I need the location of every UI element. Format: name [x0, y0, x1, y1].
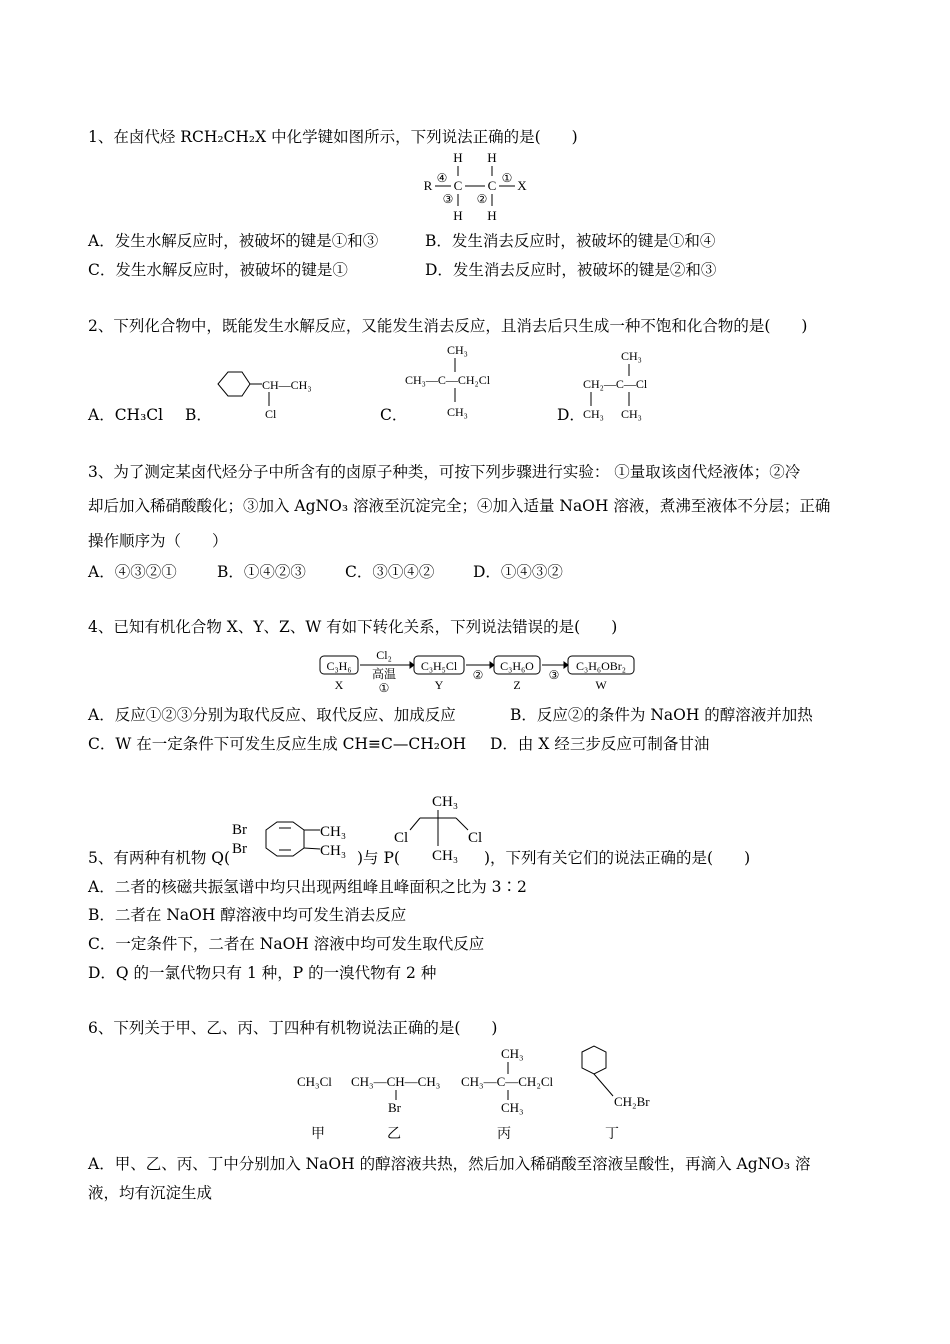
svg-text:X: X	[517, 178, 527, 193]
svg-text:CH₃—CH—CH₃: CH₃—CH—CH₃	[351, 1074, 441, 1089]
q6-stem: 6、下列关于甲、乙、丙、丁四种有机物说法正确的是( )	[88, 1019, 498, 1037]
svg-text:H: H	[487, 208, 497, 223]
svg-text:C₃H₆OBr₂: C₃H₆OBr₂	[576, 659, 626, 673]
svg-text:CH₃: CH₃	[621, 349, 642, 363]
svg-text:X: X	[334, 678, 344, 692]
q2-structure-b	[210, 362, 340, 424]
svg-text:CH₃: CH₃	[320, 824, 347, 840]
svg-text:CH₃: CH₃	[320, 843, 347, 859]
svg-text:CH₃: CH₃	[447, 405, 468, 419]
svg-text:Z: Z	[513, 678, 521, 692]
q6-option-a-line-2: 液，均有沉淀生成	[88, 1184, 213, 1202]
q3-line-2: 却后加入稀硝酸酸化；③加入 AgNO₃ 溶液至沉淀完全；④加入适量 NaOH 溶液，煮沸至液体不分层；正确	[88, 497, 831, 515]
svg-text:CH₃: CH₃	[432, 848, 459, 864]
q5-stem-part-2: )与 P(	[357, 849, 400, 867]
svg-text:CH₃: CH₃	[501, 1100, 524, 1115]
svg-text:Cl₂: Cl₂	[376, 648, 392, 662]
svg-text:Cl: Cl	[468, 830, 483, 846]
svg-text:甲: 甲	[311, 1127, 325, 1142]
q3-option-a: A．④③②①	[88, 563, 177, 581]
svg-text:CH₃—C—CH₂Cl: CH₃—C—CH₂Cl	[461, 1074, 554, 1089]
svg-text:C₃H₅Cl: C₃H₅Cl	[420, 659, 458, 673]
svg-text:②: ②	[476, 192, 488, 206]
q6-structures	[295, 1044, 665, 1144]
svg-text:①: ①	[378, 681, 390, 695]
q5-stem-part-1: 5、有两种有机物 Q(	[88, 849, 231, 867]
q4-reaction-scheme	[318, 645, 638, 695]
q5-stem-part-3: )，下列有关它们的说法正确的是( )	[484, 849, 751, 867]
q1-option-a: A．发生水解反应时，被破坏的键是①和③	[88, 232, 379, 250]
svg-text:Y: Y	[434, 678, 444, 692]
svg-text:H: H	[453, 208, 463, 223]
svg-text:C₃H₆O: C₃H₆O	[500, 659, 534, 673]
svg-text:③: ③	[548, 668, 560, 682]
q1-option-b: B．发生消去反应时，被破坏的键是①和④	[425, 232, 716, 250]
q5-option-a: A．二者的核磁共振氢谱中均只出现两组峰且峰面积之比为 3∶2	[88, 878, 527, 896]
q5-structure-p	[392, 790, 492, 866]
q3-option-b: B．①④②③	[217, 563, 306, 581]
q4-option-d: D．由 X 经三步反应可制备甘油	[490, 735, 710, 753]
q4-option-c: C．W 在一定条件下可发生反应生成 CH≡C—CH₂OH	[88, 735, 467, 753]
svg-text:CH₃: CH₃	[447, 343, 468, 357]
q2-option-c: C．	[380, 406, 408, 424]
svg-text:C: C	[487, 178, 497, 193]
svg-text:CH₂—C—Cl: CH₂—C—Cl	[583, 377, 648, 391]
svg-text:CH₃—C—CH₂Cl: CH₃—C—CH₂Cl	[405, 373, 491, 387]
svg-text:C₃H₆: C₃H₆	[326, 659, 352, 673]
svg-text:CH₃: CH₃	[501, 1046, 524, 1061]
q3-option-d: D．①④③②	[473, 563, 563, 581]
q1-structure	[415, 148, 545, 226]
q5-option-d: D．Q 的一氯代物只有 1 种，P 的一溴代物有 2 种	[88, 964, 437, 982]
q1-stem: 1、在卤代烃 RCH₂CH₂X 中化学键如图所示，下列说法正确的是( )	[88, 128, 578, 146]
q2-option-d: D．	[557, 406, 585, 424]
q5-structure-q	[230, 816, 358, 860]
q3-option-c: C．③①④②	[345, 563, 435, 581]
q5-option-b: B．二者在 NaOH 醇溶液中均可发生消去反应	[88, 906, 407, 924]
svg-text:Br: Br	[232, 841, 247, 857]
svg-text:Cl: Cl	[265, 407, 277, 421]
svg-text:CH₃: CH₃	[621, 407, 642, 421]
svg-text:CH—CH₃: CH—CH₃	[262, 378, 312, 392]
svg-text:H: H	[487, 150, 497, 165]
q1-option-d: D．发生消去反应时，被破坏的键是②和③	[425, 261, 717, 279]
q2-stem: 2、下列化合物中，既能发生水解反应，又能发生消去反应，且消去后只生成一种不饱和化合物的是( )	[88, 317, 808, 335]
q6-option-a-line-1: A．甲、乙、丙、丁中分别加入 NaOH 的醇溶液共热，然后加入稀硝酸至溶液呈酸性，再滴入 AgNO₃ 溶	[88, 1155, 811, 1173]
q2-option-b: B．	[185, 406, 212, 424]
svg-text:Br: Br	[232, 822, 247, 838]
q3-line-3: 操作顺序为（ ）	[88, 532, 228, 550]
svg-text:乙: 乙	[387, 1127, 401, 1142]
q2-structure-d	[583, 346, 673, 422]
svg-text:丁: 丁	[605, 1127, 619, 1142]
q4-option-a: A．反应①②③分别为取代反应、取代反应、加成反应	[88, 706, 456, 724]
svg-text:CH₃: CH₃	[583, 407, 604, 421]
svg-text:③: ③	[442, 192, 454, 206]
q3-line-1: 3、为了测定某卤代烃分子中所含有的卤原子种类，可按下列步骤进行实验： ①量取该卤代烃液体；②冷	[88, 463, 801, 481]
svg-text:W: W	[595, 678, 607, 692]
svg-text:H: H	[453, 150, 463, 165]
svg-text:Br: Br	[388, 1100, 401, 1115]
svg-text:②: ②	[472, 668, 484, 682]
svg-text:丙: 丙	[497, 1127, 511, 1142]
q5-option-c: C．一定条件下，二者在 NaOH 溶液中均可发生取代反应	[88, 935, 485, 953]
q2-structure-c	[405, 340, 525, 420]
svg-text:Cl: Cl	[394, 830, 409, 846]
svg-text:C: C	[453, 178, 463, 193]
q1-option-c: C．发生水解反应时，被破坏的键是①	[88, 261, 348, 279]
svg-text:高温: 高温	[371, 667, 397, 681]
svg-text:④: ④	[436, 171, 448, 185]
q4-stem: 4、已知有机化合物 X、Y、Z、W 有如下转化关系，下列说法错误的是( )	[88, 618, 618, 636]
svg-text:CH₃Cl: CH₃Cl	[297, 1074, 332, 1089]
q4-option-b: B．反应②的条件为 NaOH 的醇溶液并加热	[510, 706, 813, 724]
q2-option-a: A．CH₃Cl	[88, 406, 164, 424]
svg-text:CH₃: CH₃	[432, 794, 459, 810]
svg-text:CH₂Br: CH₂Br	[614, 1094, 650, 1109]
svg-text:①: ①	[501, 171, 513, 185]
svg-text:R: R	[423, 178, 433, 193]
